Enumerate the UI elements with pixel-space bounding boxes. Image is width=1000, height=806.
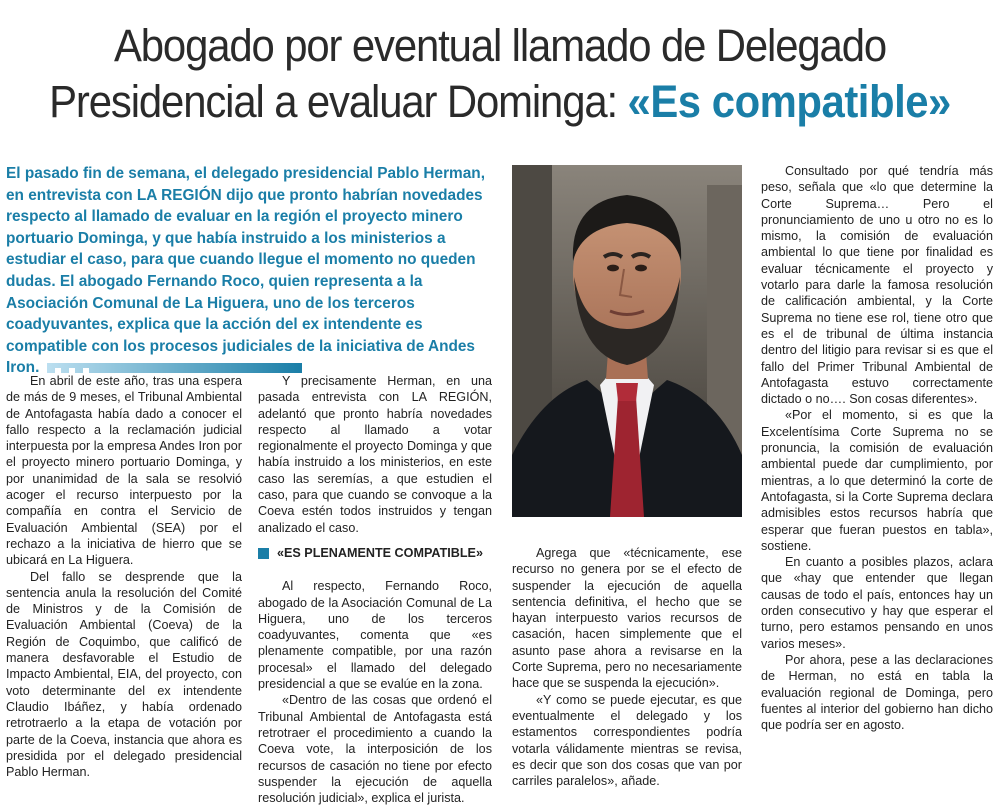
lead-text: El pasado fin de semana, el delegado presidencial Pablo Herman, en entrevista con LA REGIÓN dijo que pronto habrían novedades respecto al llamado de evaluar en la región el proyecto minero portuario Dominga, y que había instruido a los ministerios a estudiar el caso, para que cuando llegue el momento no queden dudas. El abogado Fernando Roco, quien representa a la Asociación Comunal de La Higuera, uno de los terceros coadyuvantes, explica que la acción del ex intendente es compatible con los procesos judiciales de la iniciativa de Andes Iron. [6, 165, 485, 377]
subhead-text: «ES PLENAMENTE COMPATIBLE» [277, 545, 483, 560]
article-column-1 [6, 373, 242, 780]
col2-paragraph-3: «Dentro de las cosas que ordenó el Tribunal Ambiental de Antofagasta está retrotraer el procedimiento a cuando la Coeva vote, la interposición de los recursos de casación no tiene por efecto suspender la ejecución de aquella resolución judicial», explica el jurista. [258, 693, 492, 806]
col4-paragraph-3: En cuanto a posibles plazos, aclara que «hay que entender que llegan causas de todo el país, entonces hay un orden consecutivo y hay que esperar el turno, pero estamos pensando en unos varios meses». [761, 555, 993, 651]
headline-line-2 [35, 74, 965, 130]
headline-line-1: Abogado por eventual llamado de Delegado [113, 20, 887, 71]
portrait-photo [512, 165, 742, 517]
lead-paragraph [6, 163, 494, 379]
col4-paragraph-1: Consultado por qué tendría más peso, señala que «lo que determine la Corte Suprema… Pero el pronunciamiento de uno u otro no es lo mismo, la comisión de evaluación ambiental lo que tiene por finalidad es evaluar técnicamente el proyecto y votarlo para darle la famosa resolución de calificación ambiental, y la Corte Suprema no tiene ese rol, tiene otro que es el de tribunal de última instancia dentro del litigio para revisar si es que el fallo del Primer Tribunal Ambiental de Antofagasta estuvo correctamente dictado o no…. Son cosas diferentes». [761, 164, 993, 407]
headline-accent: «Es compatible» [627, 76, 951, 127]
col1-paragraph-2: Del fallo se desprende que la sentencia anula la resolución del Comité de Ministros y de la Comisión de Evaluación Ambiental (Coeva) de la Región de Coquimbo, que calificó de manera desfavorable el Estudio de Impacto Ambiental, EIA, del proyecto, con voto determinante del ex intendente Claudio Ibáñez, y había ordenado retrotraerlo a la etapa de votación por parte de la Coeva, instancia que ahora es presidida por el delegado presidencial Pablo Herman. [6, 569, 242, 780]
col1-paragraph-1: En abril de este año, tras una espera de más de 9 meses, el Tribunal Ambiental de Antofagasta había dado a conocer el fallo respecto a la reclamación judicial interpuesta por la empresa Andes Iron por el proyecto minero portuario Dominga, y por unanimidad de la sala se resolvió acoger el recurso interpuesto por la compañía en contra el Servicio de Evaluación Ambiental (SEA) por el rechazo a la iniciativa de hierro que se ubicará en La Higuera. [6, 374, 242, 568]
headline [35, 18, 965, 130]
subhead-square-icon [258, 548, 269, 559]
col4-paragraph-2: «Por el momento, si es que la Excelentísima Corte Suprema no se pronuncia, la comisión de evaluación ambiental puede dar cumplimiento, por mientras, a lo que determinó la corte de Antofagasta, si la Corte Suprema declara admisibles estos recursos habría que esperar que fueran puestos en tabla», sostiene. [761, 408, 993, 553]
lead-decorative-bar [47, 363, 302, 373]
col3-paragraph-1: Agrega que «técnicamente, ese recurso no genera por se el efecto de suspender la ejecución de aquella sentencia definitiva, el hecho que se hayan interpuesto varios recursos de casación, hacen simplemente que el asunto pase ahora a revisarse en la Corte Suprema, pero no necesariamente hace que se suspenda la ejecución». [512, 546, 742, 691]
col3-paragraph-2: «Y como se puede ejecutar, es que eventualmente el delegado y los estamentos correspondientes podría votarla válidamente mientras se revisa, es decir que son dos cosas que van por carriles paralelos», añade. [512, 692, 742, 789]
col4-paragraph-4: Por ahora, pese a las declaraciones de Herman, no está en tabla la evaluación regional de Dominga, pero fuentes al interior del gobierno han dicho que podría ser en agosto. [761, 652, 993, 733]
article-column-4 [761, 163, 993, 733]
article-column-3 [512, 545, 742, 789]
article-column-2 [258, 373, 492, 806]
section-subhead [258, 545, 492, 561]
portrait-illustration [512, 165, 742, 517]
headline-line-2-text: Presidencial a evaluar Dominga: [49, 76, 628, 127]
col2-paragraph-1: Y precisamente Herman, en una pasada entrevista con LA REGIÓN, adelantó que pronto habría novedades respecto al llamado a votar regionalmente el proyecto Dominga y que había instruido a los ministerios, en este caso las seremías, a que estudien el caso, para que cuando se convoque a la Coeva estén todos instruidos y tengan analizado el caso. [258, 374, 492, 535]
col2-paragraph-2: Al respecto, Fernando Roco, abogado de la Asociación Comunal de La Higuera, uno de los terceros coadyuvantes, comenta que «es plenamente compatible, por una razón procesal» el llamado del delegado presidencial a que se evalúe en la zona. [258, 579, 492, 692]
